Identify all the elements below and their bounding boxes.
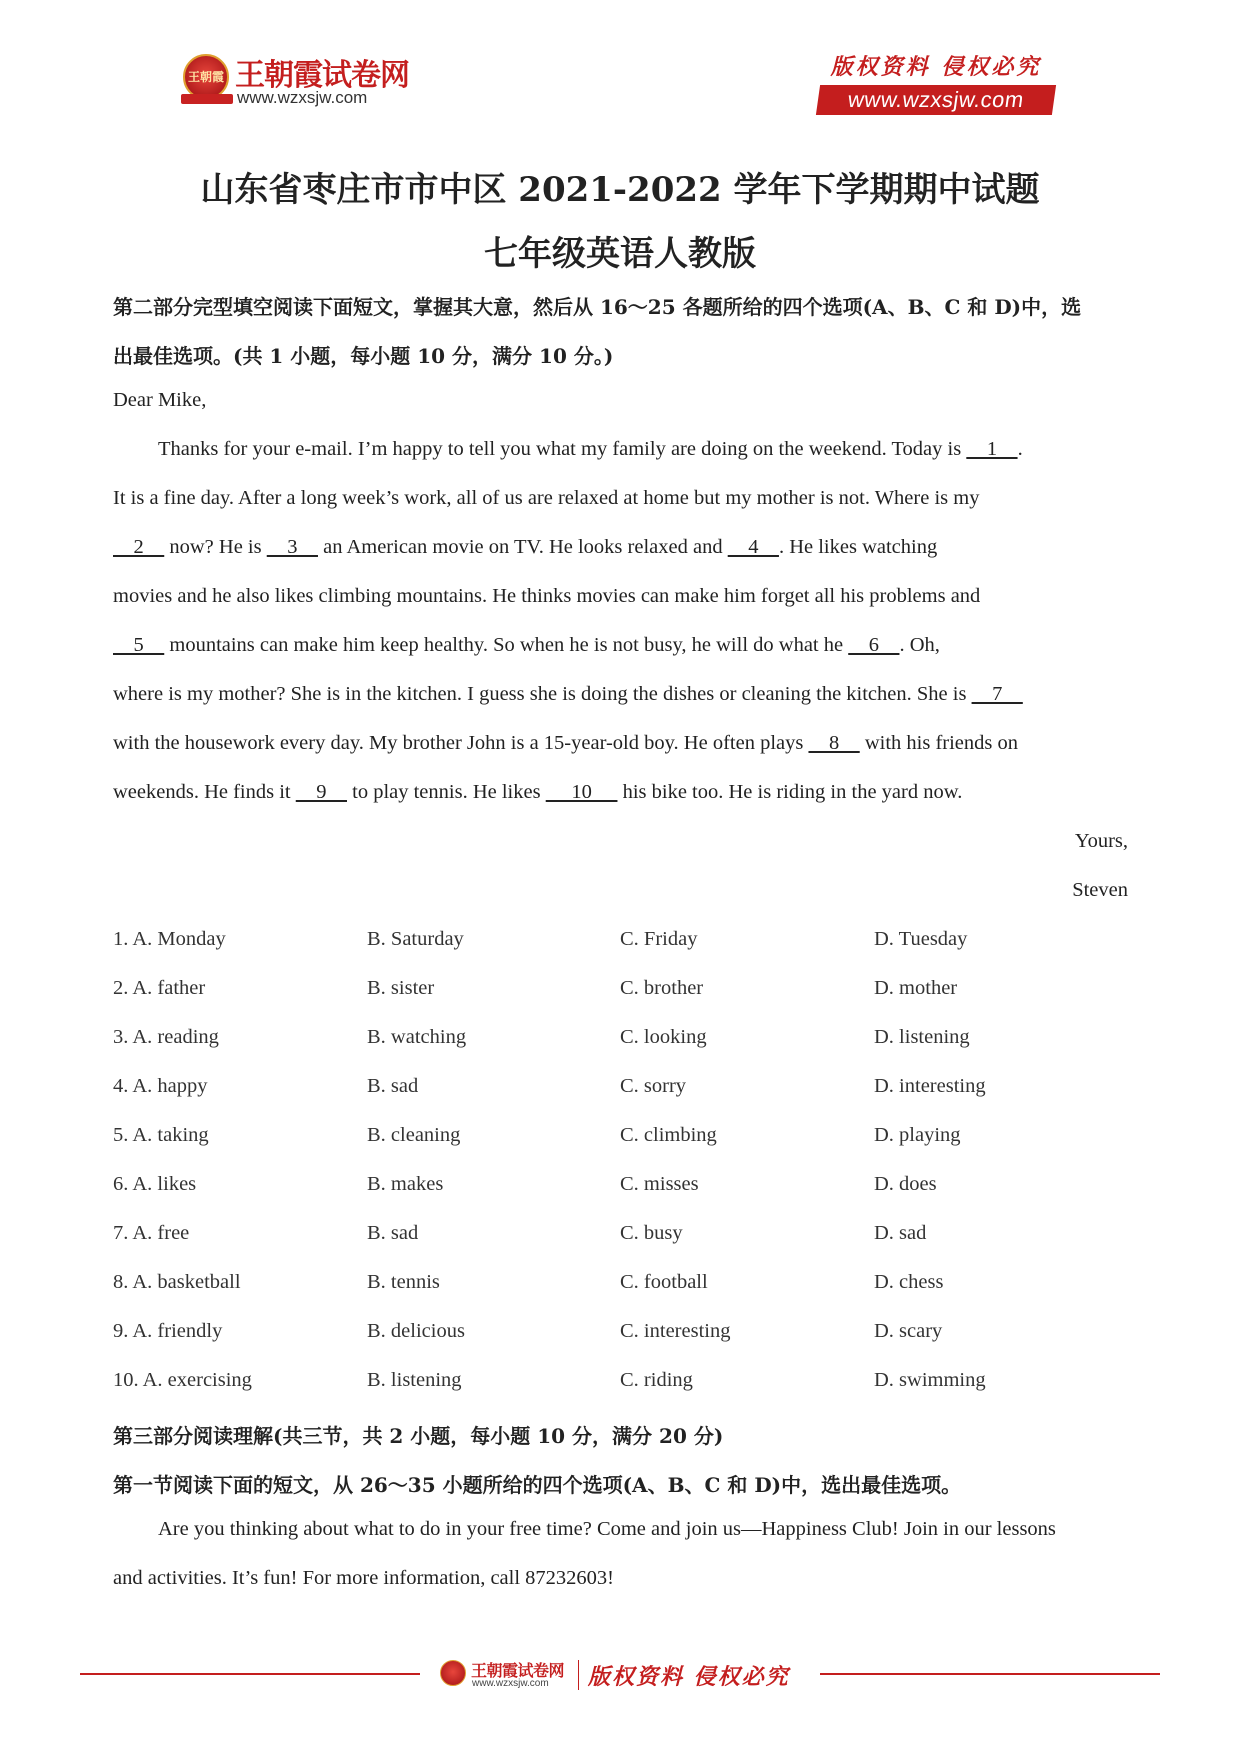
footer-logo-url: www.wzxsjw.com bbox=[472, 1678, 549, 1689]
header-copyright-block bbox=[818, 50, 1054, 112]
passage-line bbox=[113, 585, 980, 608]
letter-closing: Yours, bbox=[1074, 830, 1128, 852]
option-7-a: 7. A. free bbox=[113, 1222, 190, 1244]
passage-text: weekends. He finds it bbox=[113, 781, 296, 803]
passage-line bbox=[113, 683, 1023, 706]
page-title: 山东省枣庄市市中区 2021-2022 学年下学期期中试题 bbox=[200, 170, 1040, 210]
footer-separator bbox=[578, 1660, 579, 1690]
option-8-c: C. football bbox=[620, 1271, 708, 1293]
option-9-a: 9. A. friendly bbox=[113, 1320, 223, 1342]
passage-text: Thanks for your e-mail. I’m happy to tell you what my family are doing on the weekend. Today is bbox=[158, 438, 967, 460]
blank-10: 10 bbox=[545, 781, 618, 803]
option-2-a: 2. A. father bbox=[113, 977, 206, 999]
option-6-a: 6. A. likes bbox=[113, 1173, 197, 1195]
option-1-c: C. Friday bbox=[620, 928, 698, 950]
passage-line bbox=[113, 536, 937, 559]
blank-4: 4 bbox=[727, 536, 779, 558]
passage-line bbox=[113, 781, 962, 804]
header-copyright: 版权资料 侵权必究 bbox=[830, 54, 1042, 80]
footer-divider-right bbox=[820, 1673, 1160, 1675]
passage-line bbox=[113, 487, 979, 510]
option-5-b: B. cleaning bbox=[367, 1124, 461, 1146]
logo-seal-icon: 王朝霞 bbox=[183, 54, 229, 100]
blank-2: 2 bbox=[113, 536, 165, 558]
footer-divider-left bbox=[80, 1673, 420, 1675]
option-9-b: B. delicious bbox=[367, 1320, 465, 1342]
option-4-c: C. sorry bbox=[620, 1075, 687, 1097]
passage-text: . bbox=[1017, 438, 1023, 460]
option-5-c: C. climbing bbox=[620, 1124, 717, 1146]
logo-ribbon bbox=[181, 94, 233, 104]
blank-3: 3 bbox=[266, 536, 318, 558]
passage-line bbox=[158, 438, 1023, 461]
option-7-b: B. sad bbox=[367, 1222, 419, 1244]
option-4-b: B. sad bbox=[367, 1075, 419, 1097]
site-logo bbox=[183, 50, 503, 120]
option-3-a: 3. A. reading bbox=[113, 1026, 219, 1048]
blank-1: 1 bbox=[966, 438, 1018, 460]
blank-7: 7 bbox=[971, 683, 1023, 705]
footer-seal-icon bbox=[440, 1660, 466, 1686]
passage-text: . He likes watching bbox=[778, 536, 938, 558]
option-4-d: D. interesting bbox=[874, 1075, 986, 1097]
passage-text: . Oh, bbox=[899, 634, 940, 656]
option-10-d: D. swimming bbox=[874, 1369, 986, 1391]
part3-section1-instruction: 第一节阅读下面的短文，从 26～35 小题所给的四个选项(A、B、C 和 D)中，选出最佳选项。 bbox=[113, 1473, 962, 1497]
logo-name: 王朝霞试卷网 bbox=[235, 58, 409, 93]
part3-heading: 第三部分阅读理解(共三节，共 2 小题，每小题 10 分，满分 20 分) bbox=[113, 1424, 724, 1448]
passage-text: movies and he also likes climbing mountains. He thinks movies can make him forget all his problems and bbox=[113, 585, 981, 607]
option-9-c: C. interesting bbox=[620, 1320, 731, 1342]
letter-salutation: Dear Mike, bbox=[113, 389, 207, 411]
passage-text: an American movie on TV. He looks relaxed and bbox=[317, 536, 728, 558]
option-8-a: 8. A. basketball bbox=[113, 1271, 241, 1293]
option-10-a: 10. A. exercising bbox=[113, 1369, 252, 1391]
option-3-c: C. looking bbox=[620, 1026, 707, 1048]
passage-line: and activities. It’s fun! For more information, call 87232603! bbox=[113, 1567, 614, 1589]
blank-9: 9 bbox=[295, 781, 347, 803]
footer-copyright: 版权资料 侵权必究 bbox=[588, 1664, 790, 1690]
passage-text: with his friends on bbox=[859, 732, 1019, 754]
option-8-b: B. tennis bbox=[367, 1271, 440, 1293]
blank-5: 5 bbox=[113, 634, 165, 656]
passage-text: to play tennis. He likes bbox=[347, 781, 546, 803]
option-2-b: B. sister bbox=[367, 977, 435, 999]
option-7-c: C. busy bbox=[620, 1222, 683, 1244]
option-4-a: 4. A. happy bbox=[113, 1075, 208, 1097]
option-10-b: B. listening bbox=[367, 1369, 462, 1391]
option-1-a: 1. A. Monday bbox=[113, 928, 226, 950]
option-6-b: B. makes bbox=[367, 1173, 444, 1195]
option-6-c: C. misses bbox=[620, 1173, 699, 1195]
passage-text: his bike too. He is riding in the yard now. bbox=[617, 781, 963, 803]
passage-line bbox=[113, 634, 940, 657]
option-10-c: C. riding bbox=[620, 1369, 693, 1391]
letter-signature: Steven bbox=[1072, 879, 1128, 901]
passage-line: Are you thinking about what to do in your free time? Come and join us—Happiness Club! Join in our lessons bbox=[158, 1518, 1056, 1540]
option-3-b: B. watching bbox=[367, 1026, 467, 1048]
option-3-d: D. listening bbox=[874, 1026, 970, 1048]
passage-text: with the housework every day. My brother John is a 15-year-old boy. He often plays bbox=[113, 732, 809, 754]
passage-text: mountains can make him keep healthy. So when he is not busy, he will do what he bbox=[164, 634, 849, 656]
part2-instruction-line1: 第二部分完型填空阅读下面短文，掌握其大意，然后从 16～25 各题所给的四个选项(A、B、C 和 D)中，选 bbox=[113, 295, 1082, 319]
passage-text: where is my mother? She is in the kitchen. I guess she is doing the dishes or cleaning the kitchen. She is bbox=[113, 683, 972, 705]
passage-text: It is a fine day. After a long week’s work, all of us are relaxed at home but my mother is not. Where is my bbox=[113, 487, 980, 509]
logo-url: www.wzxsjw.com bbox=[237, 88, 368, 107]
option-1-d: D. Tuesday bbox=[874, 928, 968, 950]
footer-logo-name: 王朝霞试卷网 bbox=[471, 1661, 565, 1680]
footer-logo bbox=[440, 1656, 810, 1696]
option-6-d: D. does bbox=[874, 1173, 937, 1195]
option-2-c: C. brother bbox=[620, 977, 704, 999]
option-8-d: D. chess bbox=[874, 1271, 944, 1293]
blank-8: 8 bbox=[808, 732, 860, 754]
blank-6: 6 bbox=[848, 634, 900, 656]
page-subtitle: 七年级英语人教版 bbox=[484, 234, 756, 274]
part2-instruction-line2: 出最佳选项。(共 1 小题，每小题 10 分，满分 10 分。) bbox=[113, 344, 614, 368]
option-7-d: D. sad bbox=[874, 1222, 927, 1244]
option-5-d: D. playing bbox=[874, 1124, 961, 1146]
header-url-banner: www.wzxsjw.com bbox=[816, 85, 1056, 115]
passage-text: now? He is bbox=[164, 536, 267, 558]
passage-line bbox=[113, 732, 1018, 755]
option-5-a: 5. A. taking bbox=[113, 1124, 209, 1146]
option-2-d: D. mother bbox=[874, 977, 958, 999]
option-1-b: B. Saturday bbox=[367, 928, 464, 950]
option-9-d: D. scary bbox=[874, 1320, 943, 1342]
